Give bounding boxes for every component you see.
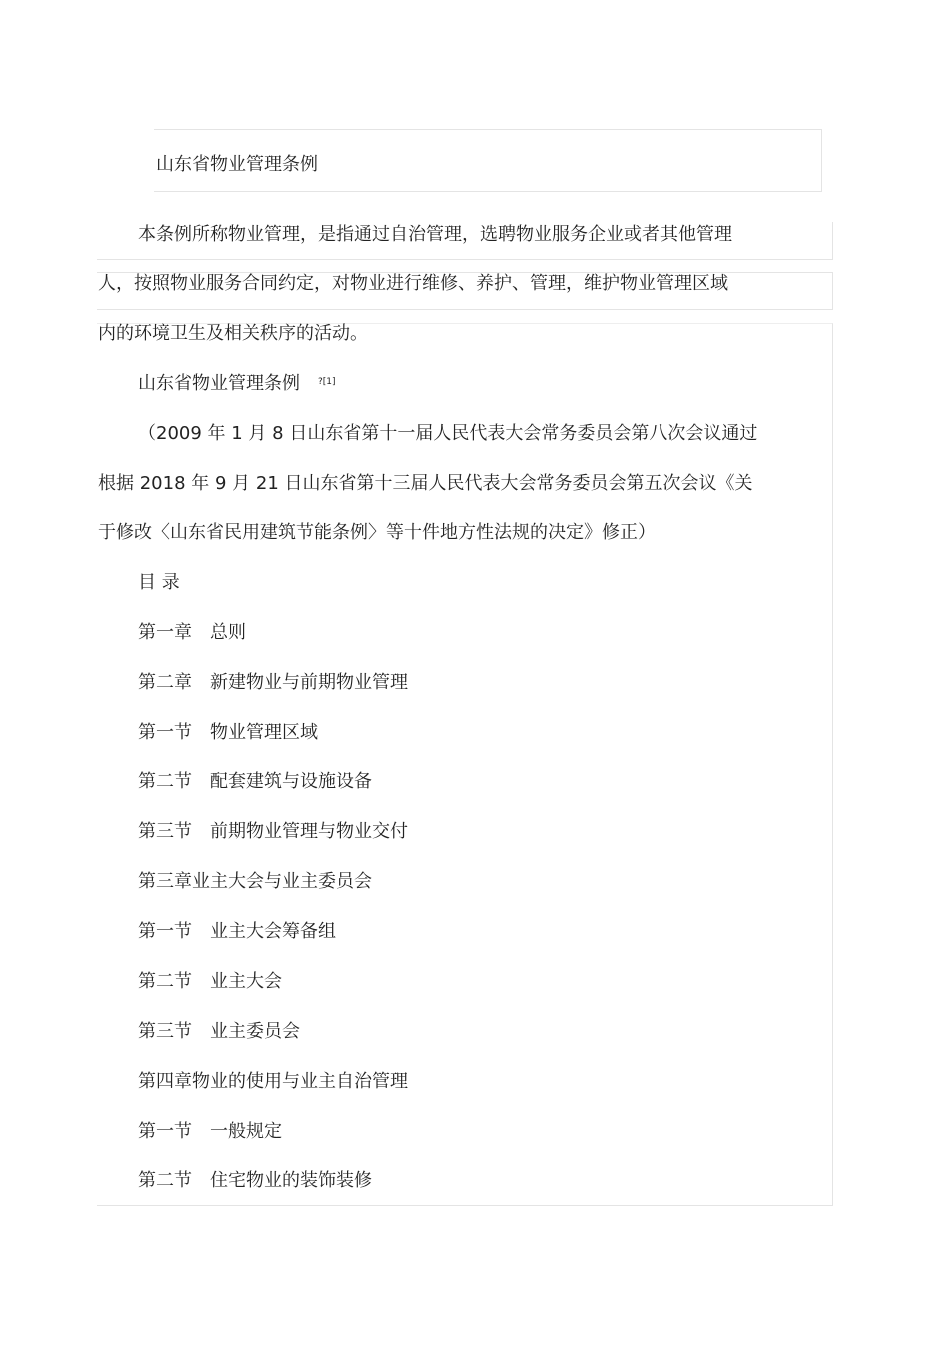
toc-item[interactable]	[138, 820, 408, 844]
toc-item[interactable]	[138, 1070, 408, 1094]
toc-item[interactable]	[138, 870, 372, 894]
toc-item-text: 新建物业与前期物业管理	[210, 672, 408, 693]
toc-item-label: 第一节	[138, 1121, 192, 1142]
toc-item-text: 住宅物业的装饰装修	[210, 1170, 372, 1191]
toc-item[interactable]	[138, 970, 282, 994]
toc-item-text: 一般规定	[210, 1121, 282, 1142]
toc-item-label: 第四章物业的使用与业主自治管理	[138, 1071, 408, 1092]
definition-line: 人，按照物业服务合同约定，对物业进行维修、养护、管理，维护物业管理区域	[98, 273, 728, 294]
toc-item-text: 业主大会筹备组	[210, 921, 336, 942]
document-title	[138, 372, 336, 396]
toc-item-label: 第三章业主大会与业主委员会	[138, 871, 372, 892]
toc-item[interactable]	[138, 1120, 282, 1144]
toc-item-text: 总则	[210, 622, 246, 643]
toc-heading: 目 录	[138, 572, 180, 593]
toc-item[interactable]	[138, 1020, 300, 1044]
footnote-marker: ?[1]	[318, 377, 336, 387]
toc-item-label: 第二节	[138, 971, 192, 992]
toc-item-label: 第三节	[138, 1021, 192, 1042]
toc-item[interactable]	[138, 621, 246, 645]
toc-item-label: 第二节	[138, 771, 192, 792]
toc-item[interactable]	[138, 671, 408, 695]
toc-item-label: 第二章	[138, 672, 192, 693]
toc-item-text: 业主委员会	[210, 1021, 300, 1042]
toc-item-label: 第三节	[138, 821, 192, 842]
definition-line: 内的环境卫生及相关秩序的活动。	[98, 323, 368, 344]
toc-item-text: 前期物业管理与物业交付	[210, 821, 408, 842]
toc-item-text: 物业管理区域	[210, 722, 318, 743]
toc-item[interactable]	[138, 920, 336, 944]
header-title: 山东省物业管理条例	[156, 154, 318, 175]
toc-item-text: 业主大会	[210, 971, 282, 992]
toc-item[interactable]	[138, 1169, 372, 1193]
toc-item-label: 第一节	[138, 722, 192, 743]
toc-item[interactable]	[138, 721, 318, 745]
toc-item-label: 第二节	[138, 1170, 192, 1191]
toc-item-label: 第一节	[138, 921, 192, 942]
definition-line: 本条例所称物业管理，是指通过自治管理，选聘物业服务企业或者其他管理	[138, 224, 732, 245]
history-line: 根据 2018 年 9 月 21 日山东省第十三届人民代表大会常务委员会第五次会议《关	[98, 473, 753, 494]
history-line: 于修改〈山东省民用建筑节能条例〉等十件地方性法规的决定》修正）	[98, 522, 656, 543]
toc-item-label: 第一章	[138, 622, 192, 643]
document-title-text: 山东省物业管理条例	[138, 373, 300, 394]
toc-item[interactable]	[138, 770, 372, 794]
toc-item-text: 配套建筑与设施设备	[210, 771, 372, 792]
history-line: （2009 年 1 月 8 日山东省第十一届人民代表大会常务委员会第八次会议通过	[138, 423, 758, 444]
